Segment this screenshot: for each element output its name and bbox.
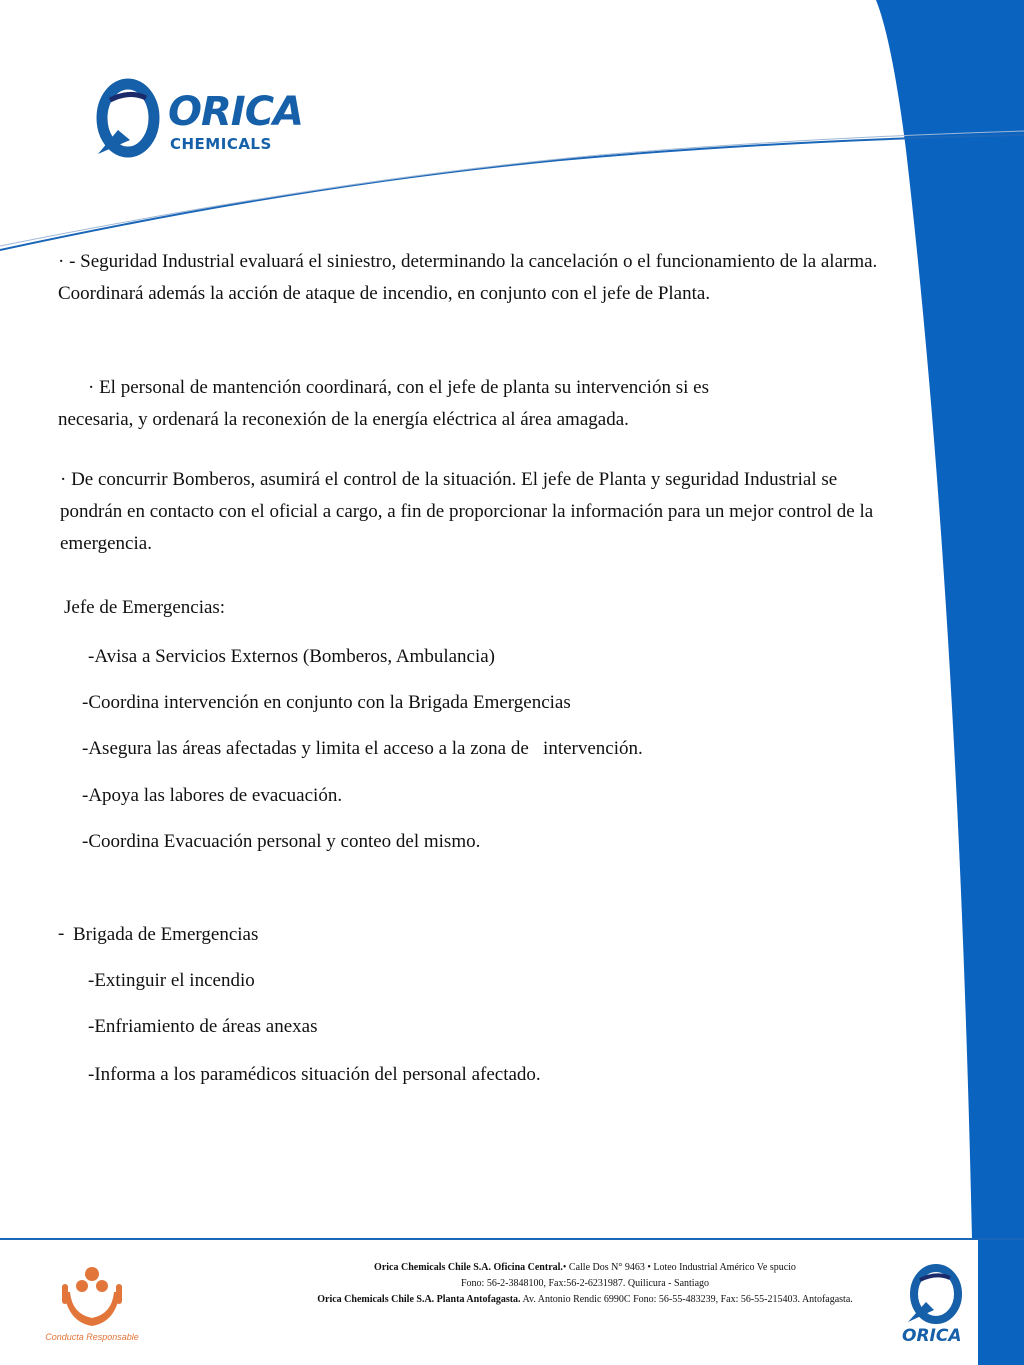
footer-line-3: [190, 1292, 980, 1308]
jefe-item: -Asegura las áreas afectadas y limita el acceso a la zona de intervención.: [82, 738, 643, 759]
brigada-item: -Enfriamiento de áreas anexas: [88, 1016, 318, 1037]
footer-address: [190, 1260, 980, 1308]
brand-name: ORICA: [168, 89, 303, 135]
jefe-item: -Coordina Evacuación personal y conteo del mismo.: [82, 831, 481, 852]
footer-plant-address: Av. Antonio Rendic 6990C Fono: 56-55-483239, Fax: 56-55-215403. Antofagasta.: [520, 1294, 853, 1305]
jefe-item: -Coordina intervención en conjunto con la Brigada Emergencias: [82, 692, 571, 713]
paragraph-seguridad: · - Seguridad Industrial evaluará el siniestro, determinando la cancelación o el funcionamiento de la alarma. Coordinará además la acción de ataque de incendio, en conjunto con el jefe de Planta.: [58, 251, 878, 304]
paragraph-mantencion-line2: necesaria, y ordenará la reconexión de la energía eléctrica al área amagada.: [58, 409, 629, 430]
conducta-responsable-label: Conducta Responsable: [45, 1332, 139, 1342]
brigada-dash: -: [58, 923, 65, 944]
conducta-responsable-logo: [32, 1262, 152, 1347]
footer-plant-name: Orica Chemicals Chile S.A. Planta Antofagasta.: [317, 1294, 521, 1305]
orica-footer-logo: [898, 1262, 973, 1347]
orica-footer-wordmark: ORICA: [902, 1326, 962, 1346]
paragraph-mantencion-line1: · El personal de mantención coordinará, con el jefe de planta su intervención si es: [88, 377, 709, 398]
orica-emblem-icon: [898, 1262, 973, 1326]
jefe-heading: Jefe de Emergencias:: [64, 597, 226, 618]
footer-line-2: Fono: 56-2-3848100, Fax:56-2-6231987. Quilicura - Santiago: [460, 1278, 710, 1289]
paragraph-bomberos: · De concurrir Bomberos, asumirá el control de la situación. El jefe de Planta y seguridad Industrial se pondrán en contacto con el oficial a cargo, a fin de proporcionar la información para un mejor control de la emergencia.: [60, 469, 874, 554]
footer-office-address: • Calle Dos N° 9463 • Loteo Industrial Américo Ve spucio: [562, 1262, 796, 1273]
footer-office-name: Orica Chemicals Chile S.A. Oficina Central.: [374, 1262, 563, 1273]
brigada-heading: Brigada de Emergencias: [73, 924, 259, 945]
brigada-item: -Informa a los paramédicos situación del personal afectado.: [88, 1064, 541, 1085]
footer-line-1: [190, 1260, 980, 1276]
brigada-item: -Extinguir el incendio: [88, 970, 255, 991]
hands-icon: [32, 1262, 152, 1332]
jefe-item: -Avisa a Servicios Externos (Bomberos, Ambulancia): [88, 646, 495, 667]
jefe-item: -Apoya las labores de evacuación.: [82, 785, 343, 806]
brand-subtitle: CHEMICALS: [170, 135, 272, 153]
